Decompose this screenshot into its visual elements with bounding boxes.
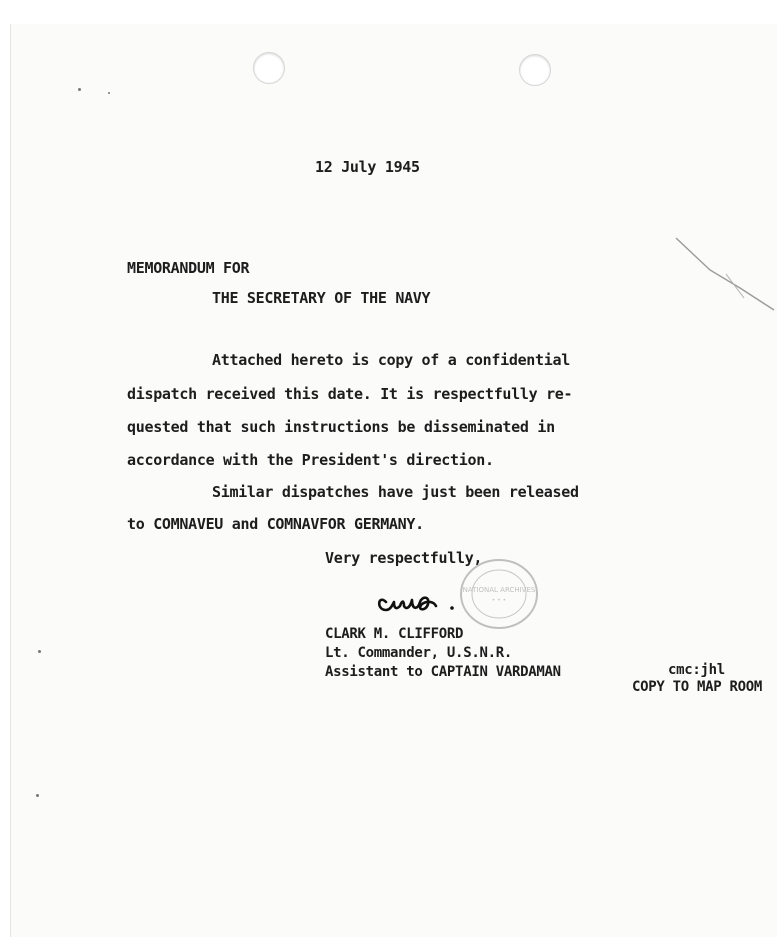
paper-speck	[78, 88, 81, 91]
memo-heading: MEMORANDUM FOR	[127, 259, 250, 277]
signer-name: CLARK M. CLIFFORD	[325, 626, 464, 642]
body-line: quested that such instructions be disseminated in	[127, 418, 555, 436]
body-line: Similar dispatches have just been released	[212, 483, 579, 501]
punch-hole-left	[253, 52, 285, 84]
paper-speck	[38, 650, 41, 653]
copy-note: COPY TO MAP ROOM	[632, 679, 763, 695]
reference-initials: cmc:jhl	[668, 662, 725, 678]
stamp-text: NATIONAL ARCHIVES	[462, 586, 536, 594]
body-line: Attached hereto is copy of a confidential	[212, 351, 570, 369]
body-line: accordance with the President's direction.	[127, 451, 494, 469]
signer-rank: Lt. Commander, U.S.N.R.	[325, 645, 512, 661]
handwritten-initials	[372, 582, 462, 620]
punch-hole-right	[519, 54, 551, 86]
archive-stamp	[456, 556, 542, 632]
paper-speck	[36, 794, 39, 797]
memo-addressee: THE SECRETARY OF THE NAVY	[212, 289, 431, 307]
memo-date: 12 July 1945	[315, 158, 420, 176]
paper-speck	[108, 92, 110, 94]
signer-title: Assistant to CAPTAIN VARDAMAN	[325, 664, 561, 680]
paper-crease-mark	[670, 230, 780, 320]
body-line: to COMNAVEU and COMNAVFOR GERMANY.	[127, 515, 424, 533]
closing: Very respectfully,	[325, 549, 483, 567]
svg-text:• • •: • • •	[491, 597, 507, 604]
body-line: dispatch received this date. It is respectfully re-	[127, 385, 573, 403]
